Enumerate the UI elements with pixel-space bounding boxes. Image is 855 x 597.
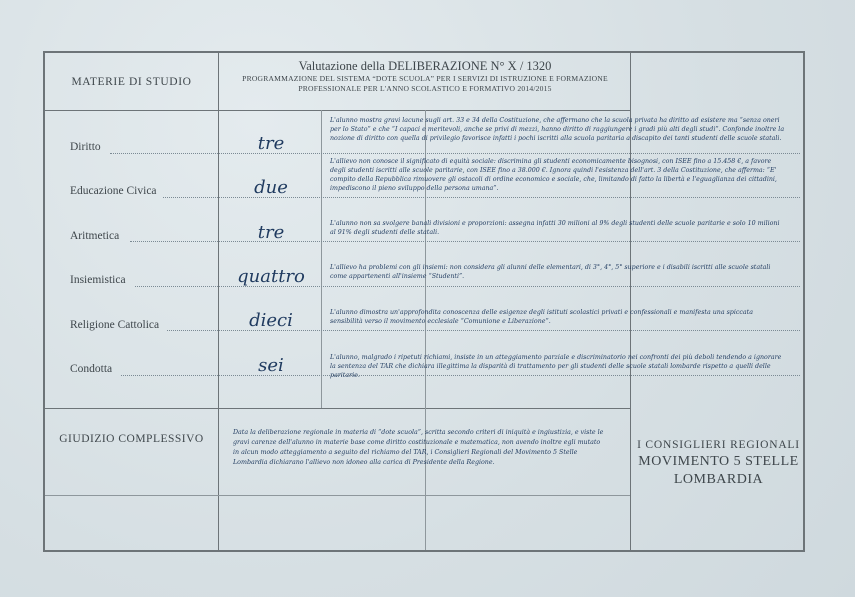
grades-bottom-divider xyxy=(45,408,630,409)
subject-educazione-civica: Educazione Civica xyxy=(70,185,157,197)
grade-religione-cattolica: dieci xyxy=(249,310,293,331)
grade-condotta: sei xyxy=(258,355,284,376)
comment-insiemistica: L'allievo ha problemi con gli insiemi: non considera gli alunni delle elementari, di 3°, 4°, 5° superiore e i disabili iscritti alle scuole statali come appartenenti all'insieme “Studenti”. xyxy=(330,264,771,280)
grade-aritmetica: tre xyxy=(257,222,285,243)
comment-diritto: L'alunno mostra gravi lacune sugli art. 33 e 34 della Costituzione, che affermano che la scuola privata ha diritto ad esistere ma “senza oneri per lo Stato” e che “I capaci e meritevoli, anche se privi di mezzi, hanno diritto di raggiungere i gradi più alti degli studi”. Confonde inoltre la nozione di diritto con quella di privilegio favorisce infatti i pochi iscritti alla scuola paritaria a discapito dei tanti studenti delle scuole statali. xyxy=(330,117,785,142)
signature-block xyxy=(630,437,807,489)
subject-insiemistica: Insiemistica xyxy=(70,274,126,286)
grade-column-left-guide xyxy=(321,110,322,408)
comment-aritmetica: L'alunno non sa svolgere banali divisioni e proporzioni: assegna infatti 30 milioni al 9% degli studenti delle scuole paritarie e solo 10 milioni al 91% degli studenti delle statali. xyxy=(330,220,780,236)
document-subtitle-line1: PROGRAMMAZIONE DEL SISTEMA “DOTE SCUOLA” PER I SERVIZI DI ISTRUZIONE E FORMAZIONE xyxy=(242,74,608,83)
comment-educazione-civica: L'allievo non conosce il significato di equità sociale: discrimina gli studenti economicamente bisognosi, con ISEE fino a 15.458 €, a favore degli studenti iscritti alle scuole paritarie, con ISEE fino a 38.000 €. Ignora quindi l'esistenza dell'art. 3 della Costituzione, che afferma: “E' compito della Repubblica rimuovere gli ostacoli di ordine economico e sociale, che, limitando di fatto la libertà e l'eguaglianza dei cittadini, impediscono il pieno sviluppo della persona umana”. xyxy=(330,158,777,192)
header-divider xyxy=(45,110,630,111)
document-title: Valutazione della DELIBERAZIONE N° X / 1320 xyxy=(298,59,552,73)
giudizio-complessivo-label: GIUDIZIO COMPLESSIVO xyxy=(59,433,204,445)
report-card xyxy=(43,51,805,552)
grade-diritto: tre xyxy=(257,133,285,154)
grade-insiemistica: quattro xyxy=(237,266,305,287)
grade-educazione-civica: due xyxy=(254,177,288,198)
document-header xyxy=(220,59,630,94)
comment-religione-cattolica: L'alunno dimostra un'approfondita conoscenza delle esigenze degli istituti scolastici privati e confessionali e manifesta una spiccata sensibilità verso il movimento ecclesiale “Comunione e Liberazione”. xyxy=(330,309,753,325)
subjects-column-header: MATERIE DI STUDIO xyxy=(71,75,192,88)
comment-condotta: L'alunno, malgrado i ripetuti richiami, insiste in un atteggiamento parziale e discriminatorio nei confronti dei più deboli tendendo a ignorare la sentenza del TAR che dichiara illegittima la disparità di trattamento per gli studenti delle scuole statali lombarde rispetto a quelli delle paritarie. xyxy=(330,354,782,379)
subject-diritto: Diritto xyxy=(70,141,101,153)
signature-line2: MOVIMENTO 5 STELLE xyxy=(638,454,799,469)
subject-aritmetica: Aritmetica xyxy=(70,230,120,242)
signature-line1: I CONSIGLIERI REGIONALI xyxy=(637,439,800,451)
giudizio-complessivo-text: Data la deliberazione regionale in materia di “dote scuola”, scritta secondo criteri di iniquità e ingiustizia, e viste le gravi carenze dell'alunno in materie base come diritto costituzionale e matematica, non avendo inoltre egli mutato in alcun modo atteggiamento a seguito del richiamo del TAR, i Consiglieri Regionali del Movimento 5 Stelle Lombardia dichiarano l'allievo non idoneo alla carica di Presidente della Regione. xyxy=(233,429,604,466)
subject-religione-cattolica: Religione Cattolica xyxy=(70,319,160,331)
signature-line3: LOMBARDIA xyxy=(673,472,764,487)
row-rule xyxy=(110,153,800,154)
subjects-column-divider xyxy=(218,53,219,550)
document-subtitle-line2: PROFESSIONALE PER L'ANNO SCOLASTICO E FORMATIVO 2014/2015 xyxy=(298,84,552,93)
giudizio-bottom-divider xyxy=(45,495,630,496)
subject-condotta: Condotta xyxy=(70,363,113,375)
